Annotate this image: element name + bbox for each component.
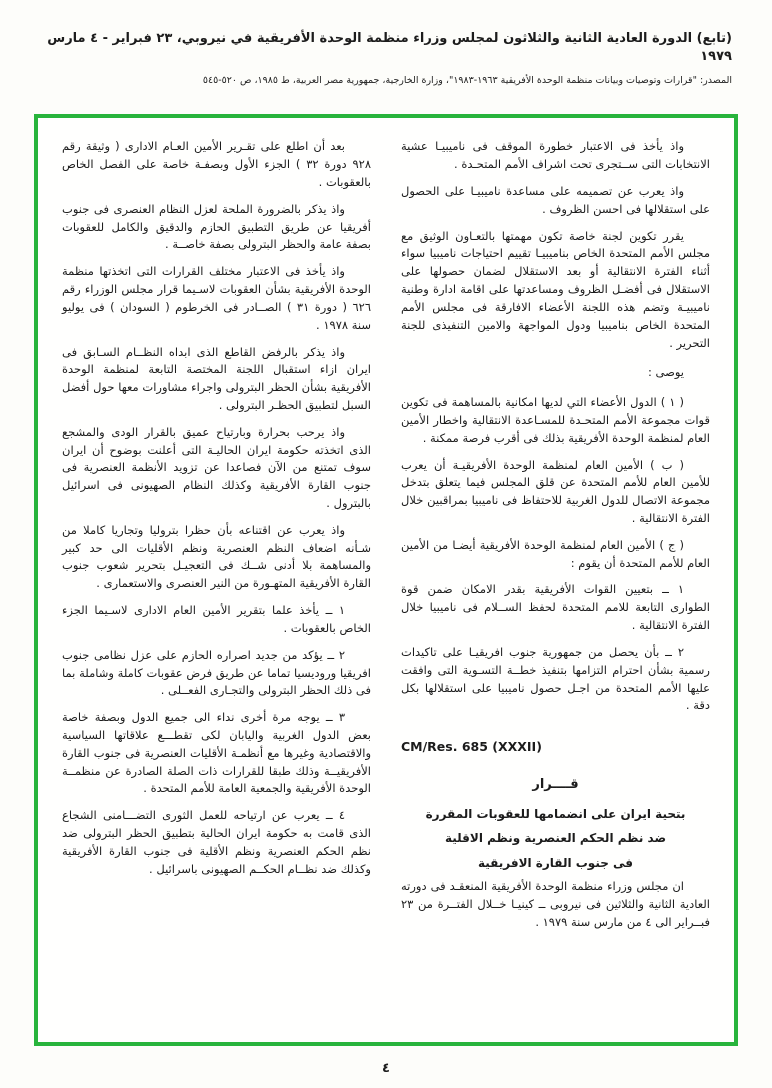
paragraph: ( ١ ) الدول الأعضاء التي لديها امكانية بالمساهمة فى تكوين قوات مجموعة الأمم المتحـدة للمسـاعدة الانتقالية واخطار الأمين العام لمنظمة الوحدة الأفريقية بذلك فى أقرب فرصة ممكنة .: [401, 395, 710, 445]
paragraph: واذ يعرب عن اقتناعه بأن حظرا بتروليا وتجاريا كاملا من شـأنه اضعاف النظم العنصرية ونظم الأقليات الى حد كبير والمساهمة بلا أدنى شــك فى التعجيـل بتحرير شعوب جنوب القارة الأفريقية المتهـورة من النير العنصرى والاستعمارى .: [62, 522, 371, 591]
two-column-body: [62, 138, 710, 1028]
resolution-subtitle: بتحية ايران على انضمامها للعقوبات المقررة: [425, 806, 686, 821]
paragraph: ٣ ــ يوجه مرة أخرى نداء الى جميع الدول وبصفة خاصة بعض الدول الغربية واليابان لكى تقطـــع علاقاتها السياسية والاقتصادية وغيرها مع أنظمـة الأقليات العنصرية فى جنوب القارة الأفريقيــة وذلك طبقا للقرارات ذات الصلة الصادرة عن منظمــة الوحدة الأفريقية والجمعية العامة للأمم المتحدة .: [62, 710, 371, 796]
paragraph: يوصى :: [647, 365, 684, 380]
page-number: ٤: [382, 1061, 390, 1076]
paragraph: ٢ ــ يؤكد من جديد اصراره الحازم على عزل نظامى جنوب افريقيا وروديسيا تماما عن طريق فرض عقوبات كاملة وشاملة بما فى ذلك الحظر البترولى والتجـارى الفعــلى .: [62, 647, 371, 698]
paragraph: ٤ ــ يعرب عن ارتياحه للعمل الثورى التضـــامنى الشجاع الذى قامت به حكومة ايران الحالية بتطبيق الحظر البترولى ضد نظم الحكم العنصرية ونظم الأقلية فى جنوب القارة الأفريقية وكذلك ضد نظــام الحكــم الصهيونى باسرائيل .: [62, 808, 371, 876]
content-frame: [34, 114, 738, 1046]
paragraph: واذ يرحب بحرارة وبارتياح عميق بالقرار الودى والمشجع الذى اتخذته حكومة ايران الحاليـة التى أعلنت بوضوح أن ايران سوف تمتنع من الآن فصاعدا عن تزويد الأنظمة العنصرية فى جنوب القارة الأفريقية وكذلك النظام الصهيونى فى اسرائيل بالبترول .: [62, 424, 371, 510]
paragraph: واذ يعرب عن تصميمه على مساعدة ناميبيـا على الحصول على استقلالها فى احسن الظروف .: [401, 184, 710, 216]
column-right: [401, 138, 710, 1028]
document-title: (تابع) الدورة العادية الثانية والثلاثون لمجلس وزراء منظمة الوحدة الأفريقية في نيروبي، ٢٣ فبراير - ٤ مارس ١٩٧٩: [47, 31, 732, 65]
paragraph: ١ ــ بتعيين القوات الأفريقية بقدر الامكان ضمن قوة الطوارى التابعة للامم المتحدة لحفظ الســلام فى ناميبيا خلال الفترة الانتقالية .: [401, 582, 710, 633]
column-left: [62, 138, 371, 1028]
resolution-subtitle: فى جنوب القارة الافريقية: [477, 855, 634, 870]
paragraph: ( ج ) الأمين العام لمنظمة الوحدة الأفريقية أيضـا من الأمين العام للأمم المتحدة أن يقوم :: [401, 537, 710, 570]
paragraph: ( ب ) الأمين العام لمنظمة الوحدة الأفريقيـة أن يعرب للأمين العام للأمم المتحدة عن قلق المجلس فيما يتعلق بتدخل مجموعة الاتصال للدول الغربية للاحتفاظ فى ناميبيا بمراقبين خلال الفترة الانتقالية .: [401, 457, 710, 525]
paragraph: ١ ــ يأخذ علما بتقرير الأمين العام الادارى لاسـيما الجزء الخاص بالعقوبات .: [62, 603, 371, 635]
paragraph: واذ يأخذ فى الاعتبار خطورة الموقف فى ناميبيـا عشية الانتخابات التى ســتجرى تحت اشراف الأمم المتحـدة .: [401, 139, 710, 172]
paragraph: يقرر تكوين لجنة خاصة تكون مهمتها بالتعـاون الوثيق مع مجلس الأمم المتحدة الخاص بناميبيـا تقييم احتياجات ناميبيا سواء أثناء الفترة الانتقالية أو بعد الاستقلال لضمان حصولها على الاستقلال فى أفضـل الظروف ومساعدتها على اقامة ادارة وطنية ناميبيـة وتضم هذه اللجنة الأعضاء الافارقة فى مجلس الأمم المتحدة الخاص بناميبيا ودول المواجهة والامين التنفيذى للجنة التحرير .: [401, 228, 710, 350]
paragraph: ان مجلس وزراء منظمة الوحدة الأفريقية المنعقـد فى دورته العادية الثانية والثلاثين فى نيروبى ــ كينيـا خــلال الفتــرة من ٢٣ فبــراير الى ٤ من مارس سنة ١٩٧٩ .: [401, 879, 710, 930]
paragraph: واذ يذكر بالرفض القاطع الذى ابداه النظــام السـابق فى ايران ازاء استقبال اللجنة المختصة التابعة لمنظمة الوحدة الأفريقية بشأن الحظر البترولى واجراء مشاورات معها حول أفضل السبل لتطبيق الحظـر البترولى .: [62, 344, 371, 412]
resolution-reference: CM/Res. 685 (XXXII): [401, 739, 542, 755]
resolution-subtitle: ضد نظم الحكم العنصرية ونظم الاقلية: [444, 831, 667, 846]
paragraph: واذ يذكر بالضرورة الملحة لعزل النظام العنصرى فى جنوب أفريقيا عن طريق التطبيق الحازم والدقيق والكامل للعقوبات بصفة عامة والحظر البترولى بصفة خاصــة .: [62, 201, 371, 252]
document-header: [0, 30, 772, 86]
resolution-title: قــــرار: [532, 776, 579, 792]
paragraph: بعد أن اطلع على تقـرير الأمين العـام الادارى ( وثيقة رقم ٩٢٨ دورة ٣٢ ) الجزء الأول وبصفـة خاصة على الفصل الخاص بالعقوبات .: [62, 139, 371, 189]
paragraph: واذ يأخذ فى الاعتبار مختلف القرارات التى اتخذتها منظمة الوحدة الأفريقية بشأن العقوبات لاسـيما قرار مجلس الوزراء رقم ٦٢٦ ( دورة ٣١ ) الصــادر فى الخرطوم ( السودان ) فى يوليو سنة ١٩٧٨ .: [62, 264, 371, 332]
paragraph: ٢ ــ بأن يحصل من جمهورية جنوب افريقيـا على تاكيدات رسمية بشأن احترام التزامها بتنفيذ خطــة التسـوية التى وافقت عليها الأمم المتحدة من اجـل حصول ناميبيا على استقلالها بكل دقة .: [401, 644, 710, 713]
document-source-line: المصدر: "قرارات وتوصيات وبيانات منظمة الوحدة الأفريقية ١٩٦٣-١٩٨٣"، وزارة الخارجية، جمهورية مصر العربية، ط ١٩٨٥، ص ٥٢٠-٥٤٥: [202, 75, 732, 87]
